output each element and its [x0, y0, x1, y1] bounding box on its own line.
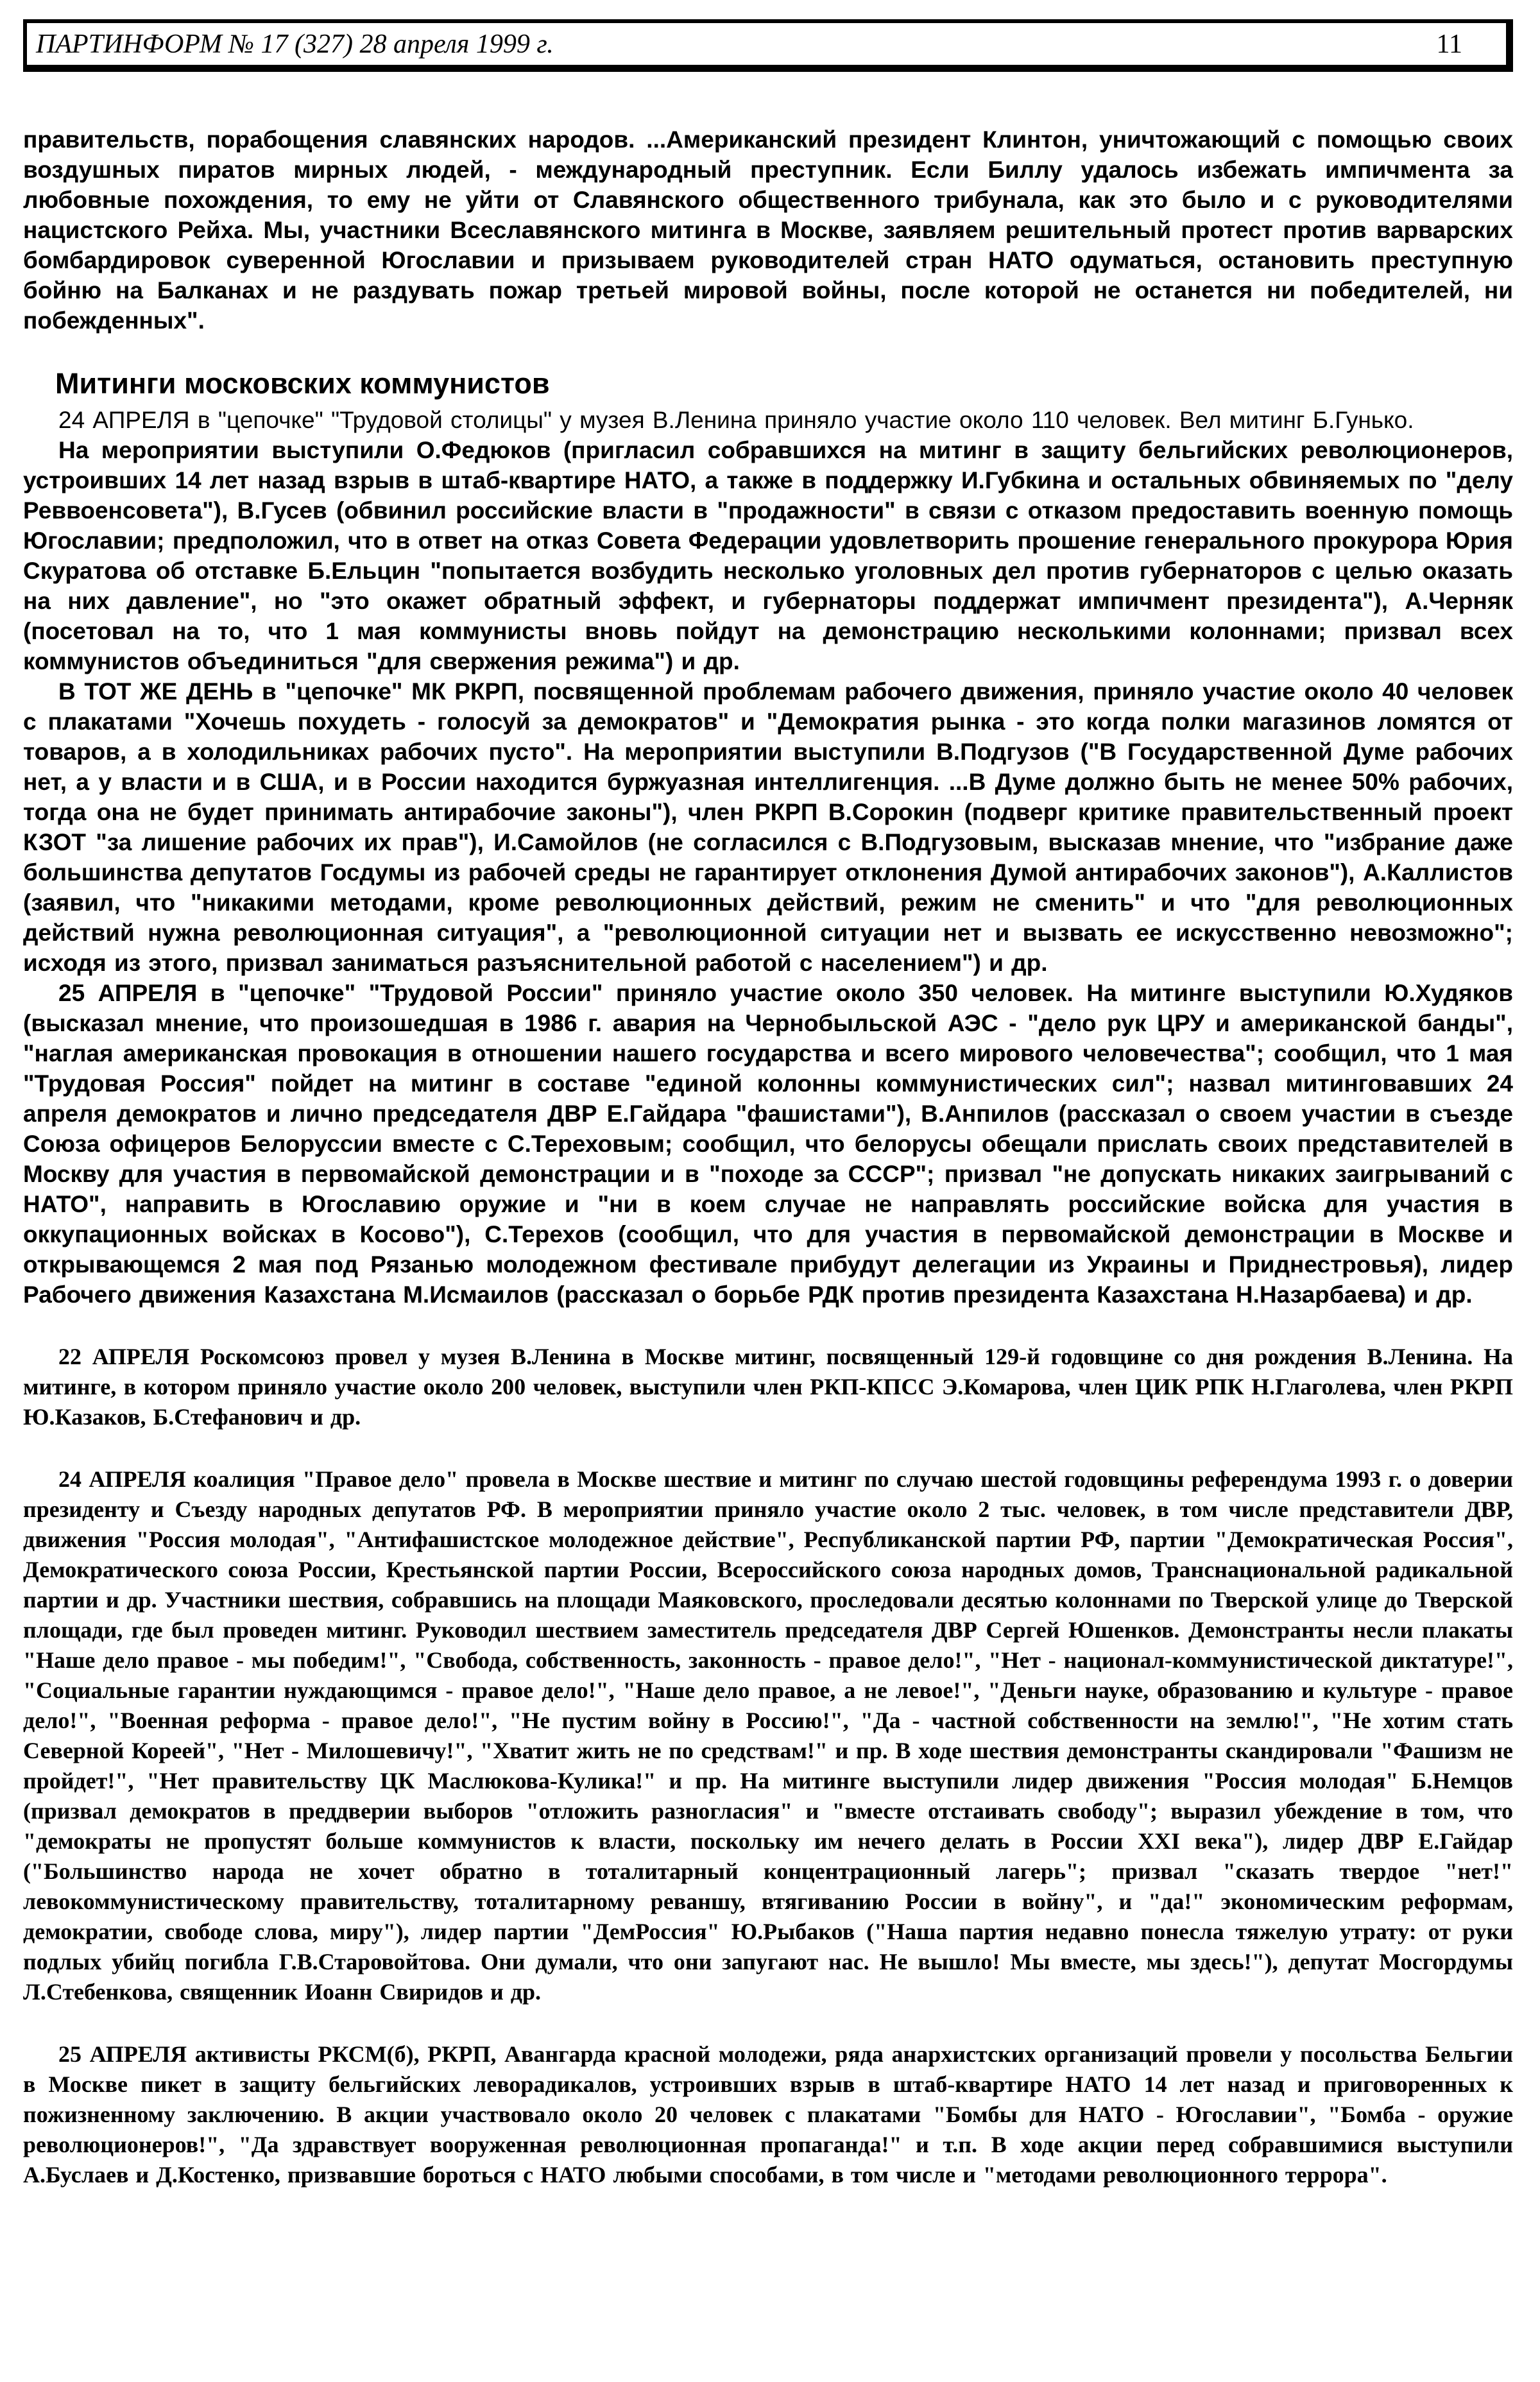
news-item-belgian-embassy-picket: 25 АПРЕЛЯ активисты РКСМ(б), РКРП, Авангарда красной молодежи, ряда анархистских организаций провели у посольства Бельгии в Москве пикет в защиту бельгийских леворадикалов, устроивших взрыв в штаб-квартире НАТО 14 лет назад и приговоренных к пожизненному заключению. В акции участвовало около 20 человек с плакатами "Бомбы для НАТО - Югославии", "Бомба - оружие революционеров!", "Да здравствует вооруженная революционная пропаганда!" и т.п. В ходе акции перед собравшимися выступили А.Буслаев и Д.Костенко, призвавшие бороться с НАТО любыми способами, в том числе и "методами революционного террора".	[23, 2041, 1513, 2188]
section-heading: Митинги московских коммунистов	[55, 367, 550, 400]
paragraph-24-april-chain: 24 АПРЕЛЯ в "цепочке" "Трудовой столицы" у музея В.Ленина приняло участие около 110 человек. Вел митинг Б.Гунько.	[58, 407, 1414, 433]
paragraph-rally-speakers: На мероприятии выступили О.Федюков (пригласил собравшихся на митинг в защиту бельгийских революционеров, устроивших 14 лет назад взрыв в штаб-квартире НАТО, а также в поддержку И.Губкина и остальных обвиняемых по "делу Реввоенсовета"), В.Гусев (обвинил российские власти в "продажности" в связи с отказом предоставить военную помощь Югославии; предположил, что в ответ на отказ Совета Федерации удовлетворить прошение генерального прокурора Юрия Скуратова об отставке Б.Ельцин "попытается возбудить несколько уголовных дел против губернаторов с целью оказать на них давление", но "это окажет обратный эффект, и губернаторы поддержат импичмент президента"), А.Черняк (посетовал на то, что 1 мая коммунисты вновь пойдут на демонстрацию несколькими колоннами; призвал всех коммунистов объединиться "для свержения режима") и др.	[23, 437, 1513, 674]
newsletter-title: ПАРТИНФОРМ № 17 (327) 28 апреля 1999 г.	[36, 29, 554, 59]
news-items-section	[23, 1342, 1513, 2190]
page-number: 11	[1436, 29, 1462, 59]
paragraph-same-day-rkrp-chain: В ТОТ ЖЕ ДЕНЬ в "цепочке" МК РКРП, посвященной проблемам рабочего движения, приняло участие около 40 человек с плакатами "Хочешь похудеть - голосуй за демократов" и "Демократия рынка - это когда полки магазинов ломятся от товаров, а в холодильниках рабочих пусто". На мероприятии выступили В.Подгузов ("В Государственной Думе рабочих нет, а у власти и в США, и в России находится буржуазная интеллигенция. ...В Думе должно быть не менее 50% рабочих, тогда она не будет принимать антирабочие законы"), член РКРП В.Сорокин (подверг критике правительственный проект КЗОТ "за лишение рабочих их прав"), И.Самойлов (не согласился с В.Подгузовым, высказав мнение, что "избрание даже большинства депутатов Госдумы из рабочей среды не гарантирует отклонения Думой антирабочих законов"), А.Каллистов (заявил, что "никакими методами, кроме революционных действий, режим не сменить" и что "для революционных действий нужна революционная ситуация", а "революционной ситуации нет и вызвать ее искусственно невозможно"; исходя из этого, призвал заниматься разъяснительной работой с населением") и др.	[23, 678, 1513, 976]
page-body	[23, 124, 1513, 2190]
news-item-roskomsoyuz-rally: 22 АПРЕЛЯ Роскомсоюз провел у музея В.Ленина в Москве митинг, посвященный 129-й годовщине со дня рождения В.Ленина. На митинге, в котором приняло участие около 200 человек, выступили член РКП-КПСС Э.Комарова, член ЦИК РПК Н.Глаголева, член РКРП Ю.Казаков, Б.Стефанович и др.	[23, 1344, 1513, 1430]
paragraph-25-april-trudovaya-rossiya: 25 АПРЕЛЯ в "цепочке" "Трудовой России" приняло участие около 350 человек. На митинге выступили Ю.Худяков (высказал мнение, что произошедшая в 1986 г. авария на Чернобыльской АЭС - "дело рук ЦРУ и американской банды", "наглая американская провокация в отношении нашего государства и всего мирового человечества"; сообщил, что 1 мая "Трудовая Россия" пойдет на митинг в составе "единой колонны коммунистических сил"; назвал митинговавших 24 апреля демократов и лично председателя ДВР Е.Гайдара "фашистами"), В.Анпилов (рассказал о своем участии в съезде Союза офицеров Белоруссии вместе с С.Тереховым; сообщил, что белорусы обещали прислать своих представителей в Москву для участия в первомайской демонстрации и в "походе за СССР"; призвал "не допускать никаких заигрываний с НАТО", направить в Югославию оружие и "ни в коем случае не направлять российские войска для участия в оккупационных войсках в Косово"), С.Терехов (сообщил, что для участия в первомайской демонстрации в Москве и открывающемся 2 мая под Рязанью молодежном фестивале прибудут делегации из Украины и Приднестровья), лидер Рабочего движения Казахстана М.Исмаилов (рассказал о борьбе РДК против президента Казахстана Н.Назарбаева) и др.	[23, 980, 1513, 1308]
page-header	[23, 19, 1513, 72]
news-item-pravoe-delo-march: 24 АПРЕЛЯ коалиция "Правое дело" провела в Москве шествие и митинг по случаю шестой годовщины референдума 1993 г. о доверии президенту и Съезду народных депутатов РФ. В мероприятии приняло участие около 2 тыс. человек, в том числе представители ДВР, движения "Россия молодая", "Антифашистское молодежное действие", Республиканской партии РФ, партии "Демократическая Россия", Демократического союза России, Крестьянской партии России, Всероссийского союза народных домов, Транснациональной радикальной партии и др. Участники шествия, собравшись на площади Маяковского, проследовали десятью колоннами по Тверской улице до Тверской площади, где был проведен митинг. Руководил шествием заместитель председателя ДВР Сергей Юшенков. Демонстранты несли плакаты "Наше дело правое - мы победим!", "Свобода, собственность, законность - правое дело!", "Нет - национал-коммунистической диктатуре!", "Социальные гарантии нуждающимся - правое дело!", "Наше дело правое, а не левое!", "Деньги науке, образованию и культуре - правое дело!", "Военная реформа - правое дело!", "Не пустим войну в Россию!", "Да - частной собственности на землю!", "Не хотим стать Северной Кореей", "Нет - Милошевичу!", "Хватит жить не по средствам!" и пр. В ходе шествия демонстранты скандировали "Фашизм не пройдет!", "Нет правительству ЦК Маслюкова-Кулика!" и пр. На митинге выступили лидер движения "Россия молодая" Б.Немцов (призвал демократов в преддверии выборов "отложить разногласия" и "вместе отстаивать свободу"; выразил убеждение в том, что "демократы не пропустят больше коммунистов к власти, поскольку им нечего делать в России XXI века"), лидер ДВР Е.Гайдар ("Большинство народа не хочет обратно в тоталитарный концентрационный лагерь"; призвал "сказать твердое "нет!" левокоммунистическому правительству, тоталитарному реваншу, втягиванию России в войну", и "да!" экономическим реформам, демократии, свободе слова, миру"), лидер партии "ДемРоссия" Ю.Рыбаков ("Наша партия недавно понесла тяжелую утрату: от руки подлых убийц погибла Г.В.Старовойтова. Они думали, что они запугают нас. Не вышло! Мы вместе, мы здесь!"), депутат Мосгордумы Л.Стебенкова, священник Иоанн Свиридов и др.	[23, 1466, 1513, 2005]
continuation-paragraph: правительств, порабощения славянских народов. ...Американский президент Клинтон, уничтожающий с помощью своих воздушных пиратов мирных людей, - международный преступник. Если Биллу удалось избежать импичмента за любовные похождения, то ему не уйти от Славянского общественного трибунала, как это было и с руководителями нацистского Рейха. Мы, участники Всеславянского митинга в Москве, заявляем решительный протест против варварских бомбардировок суверенной Югославии и призываем руководителей стран НАТО одуматься, остановить преступную бойню на Балканах и не раздувать пожар третьей мировой войны, после которой не останется ни победителей, ни побежденных".	[23, 126, 1513, 334]
